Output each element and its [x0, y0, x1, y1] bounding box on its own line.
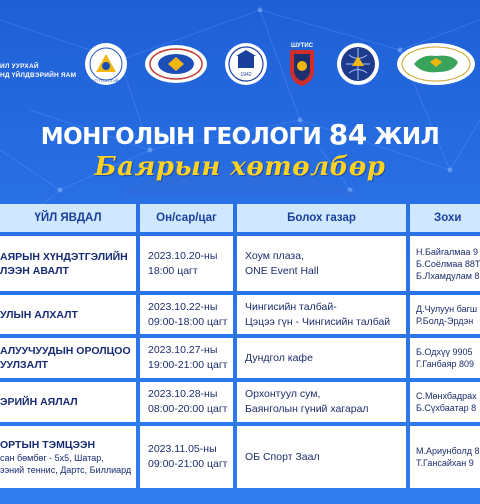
row-2-place: Чингисийн талбай- Цэцээ гүн - Чингисийн талбай	[237, 295, 406, 334]
globe-emblem-icon	[336, 42, 380, 86]
row-3-contacts: Б.Одхүү 9905 Г.Ганбаяр 809	[410, 338, 480, 378]
logo-4-text: ШУТИС	[290, 43, 314, 49]
row-3-datetime: 2023.10.27-ны 19:00-21:00 цагт	[140, 338, 233, 378]
title-number: 84	[328, 118, 367, 151]
row-5-contacts: М.Ариунболд 8 Т.Гансайхан 9	[410, 426, 480, 488]
row-4-place: Орхонтуул сум, Баянголын гүний хагарал	[237, 382, 406, 422]
row-3-place: Дундгол кафе	[237, 338, 406, 378]
logo-1-text: ЭСТ ГЕОЛОГИЙН	[91, 79, 121, 83]
row-5-place: ОБ Спорт Заал	[237, 426, 406, 488]
row-4-event: ЭРИЙН АЯЛАЛ	[0, 382, 136, 422]
row-2-datetime: 2023.10.22-ны 09:00-18:00 цагт	[140, 295, 233, 334]
title-prefix: МОНГОЛЫН ГЕОЛОГИ	[40, 124, 329, 150]
row-2-contacts: Д.Чулуун багш Р.Болд-Эрдэн	[410, 295, 480, 334]
partner-logos	[84, 40, 480, 100]
row-4-datetime: 2023.10.28-ны 08:00-20:00 цагт	[140, 382, 233, 422]
header-place: Болох газар	[237, 204, 406, 232]
page-title	[0, 118, 480, 151]
row-2-event: УЛЫН АЛХАЛТ	[0, 295, 136, 334]
shutis-shield-icon	[284, 40, 320, 88]
geological-society-emblem-icon	[84, 42, 128, 86]
mineral-resources-authority-emblem-icon	[144, 44, 208, 84]
mongolia-map-emblem-icon	[396, 42, 476, 86]
university-seal-icon	[224, 42, 268, 86]
ministry-line-2: НД ҮЙЛДВЭРИЙН ЯАМ	[0, 72, 77, 79]
header-event: ҮЙЛ ЯВДАЛ	[0, 204, 136, 232]
row-4-contacts: С.Мөнхбадрах Б.Сүхбаатар 8	[410, 382, 480, 422]
row-3-event: АЛУУЧУУДЫН ОРОЛЦОО УУЛЗАЛТ	[0, 338, 136, 378]
page-subtitle: Баярын хөтөлбөр	[94, 152, 386, 182]
row-1-event: АЯРЫН ХҮНДЭТГЭЛИЙН ЛЭЭН АВАЛТ	[0, 236, 136, 291]
ministry-line-1: ИЛ УУРХАЙ	[0, 63, 39, 70]
header-date: Он/сар/цаг	[140, 204, 233, 232]
header-contact: Зохи	[410, 204, 480, 232]
ministry-name	[0, 62, 80, 80]
row-5-datetime: 2023.11.05-ны 09:00-21:00 цагт	[140, 426, 233, 488]
logo-3-text: 1942	[240, 72, 252, 78]
row-1-contacts: Н.Байгалмаа 9 Б.Соёлмаа 88Т Б.Лхамдулам 8	[410, 236, 480, 291]
row-5-event: ОРТЫН ТЭМЦЭЭН сан бөмбөг - 5х5, Шатар, ээний теннис, Дартс, Биллиард	[0, 426, 136, 488]
row-1-place: Хоум плаза, ONE Event Hall	[237, 236, 406, 291]
row-1-datetime: 2023.10.20-ны 18:00 цагт	[140, 236, 233, 291]
title-suffix: ЖИЛ	[366, 124, 440, 150]
